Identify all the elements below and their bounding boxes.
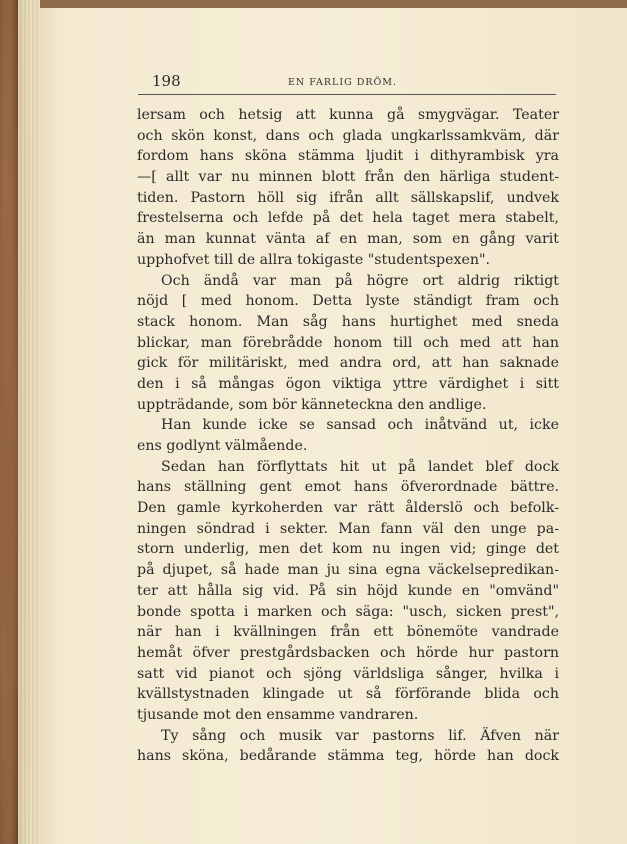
text-line: lersam och hetsig att kunna gå smygvägar. Teater [137,107,559,123]
page-header [138,72,556,95]
text-line: upphofvet till de allra tokigaste "studentspexen". [137,251,491,268]
running-title: EN FARLIG DRÖM. [288,77,398,88]
text-line: på djupet, så hade man ju sina egna väckelsepredikan- [137,562,559,579]
text-line: blickar, man förebrådde honom till och med att han [137,334,559,351]
text-line: den i så mångas ögon viktiga yttre värdighet i sitt [137,375,559,392]
text-line: fordom hans sköna stämma ljudit i dithyrambisk yra [137,148,559,165]
text-line: ens godlynt välmående. [137,438,308,454]
text-line: kvällstystnaden klingade ut så förförande blida och [137,686,559,703]
text-line: frestelserna och lefde på det hela taget mera stabelt, [137,210,559,227]
text-line: stack honom. Man såg hans hurtighet med sneda [137,313,559,330]
text-line: ningen söndrad i sekter. Man fann väl den unge pa- [137,520,559,537]
text-line: hans ställning gent emot hans öfverordnade bättre. [137,479,559,496]
page-top-edge [40,0,627,8]
text-line: och skön konst, dans och glada ungkarlssamkväm, där [137,127,559,144]
text-line: uppträdande, som bör känneteckna den andlige. [137,396,487,413]
text-line: Sedan han förflyttats hit ut på landet blef dock [161,458,559,475]
page-number: 198 [152,72,181,90]
text-line: hemåt öfver prestgårdsbacken och hörde hur pastorn [137,644,559,661]
text-line: tjusande mot den ensamme vandraren. [137,706,419,723]
text-line: Och ändå var man på högre ort aldrig riktigt [161,272,559,289]
book-page [40,0,627,844]
text-line: hans sköna, bedårande stämma teg, hörde han dock [137,748,559,765]
text-line: Ty sång och musik var pastorns lif. Äfven när [161,727,559,744]
body-text [137,105,559,767]
text-line: storn underlig, men det kom nu ingen vid; ginge det [137,541,559,558]
text-line: gick för militäriskt, med andra ord, att han saknade [137,355,559,372]
text-line: Den gamle kyrkoherden var rätt ålderslö och befolk- [137,500,559,517]
text-line: bonde spotta i marken och säga: "usch, sicken prest", [137,603,559,620]
text-line: när han i kvällningen från ett bönemöte vandrade [137,624,559,641]
text-line: nöjd [ med honom. Detta lyste ständigt fram och [137,293,559,310]
text-line: satt vid pianot och sjöng världsliga sånger, hvilka i [137,665,559,682]
text-line: Han kunde icke se sansad och inåtvänd ut, icke [161,417,559,434]
text-line: —[ allt var nu minnen blott från den härliga student- [137,169,559,186]
text-line: tiden. Pastorn höll sig ifrån allt sällskapslif, undvek [137,189,559,206]
text-line: ter att hålla sig vid. På sin höjd kunde en "omvänd" [137,582,559,599]
text-line: än man kunnat vänta af en man, som en gång varit [137,231,559,248]
